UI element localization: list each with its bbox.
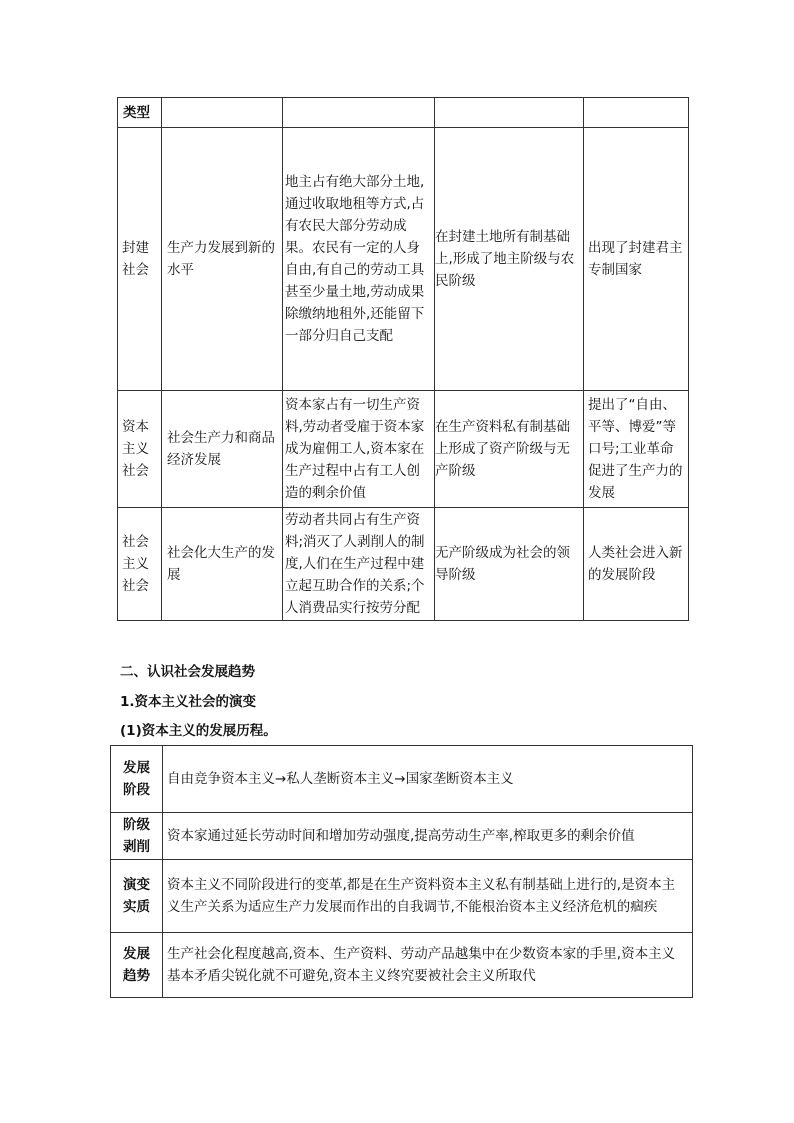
cause-text: 生产力发展到新的水平	[167, 240, 275, 278]
relations-text: 资本家占有一切生产资料,劳动者受雇于资本家成为雇佣工人,资本家在生产过程中占有工人创造的剩余价值	[285, 397, 425, 501]
table-row	[118, 508, 689, 621]
type-line: 社会	[122, 262, 149, 278]
row-label-cell	[111, 860, 163, 933]
row-type-cell	[118, 508, 162, 621]
table-row	[111, 933, 693, 998]
row-classes-cell	[435, 508, 584, 621]
row-value-cell: 自由竞争资本主义→私人垄断资本主义→国家垄断资本主义	[163, 746, 693, 813]
classes-text: 无产阶级成为社会的领导阶级	[435, 545, 570, 583]
row-notes-cell	[584, 391, 689, 508]
table-row	[118, 128, 689, 391]
row-classes-cell	[435, 391, 584, 508]
notes-text: 提出了“自由、平等、博爱”等口号;工业革命促进了生产力的发展	[588, 397, 683, 501]
label-line: 发展	[123, 760, 150, 776]
label-line: 实质	[123, 899, 150, 915]
section-subtitle: 1.资本主义社会的演变	[120, 694, 257, 710]
type-line: 主义	[122, 441, 149, 457]
notes-text: 出现了封建君主专制国家	[588, 240, 683, 278]
table-header-row	[118, 98, 689, 128]
row-value-cell: 资本家通过延长劳动时间和增加劳动强度,提高劳动生产率,榨取更多的剩余价值	[163, 813, 693, 860]
label-line: 阶段	[123, 782, 150, 798]
header-cell-empty	[283, 98, 435, 128]
label-line: 发展	[123, 946, 150, 962]
notes-text: 人类社会进入新的发展阶段	[588, 545, 683, 583]
relations-text: 地主占有绝大部分土地,通过收取地租等方式,占有农民大部分劳动成果。农民有一定的人身自由,有自己的劳动工具甚至少量土地,劳动成果除缴纳地租外,还能留下一部分归自己支配	[285, 174, 425, 344]
type-line: 社会	[122, 463, 149, 479]
type-line: 封建	[122, 240, 149, 256]
row-value-cell: 生产社会化程度越高,资本、生产资料、劳动产品越集中在少数资本家的手里,资本主义基本矛盾尖锐化就不可避免,资本主义终究要被社会主义所取代	[163, 933, 693, 998]
social-forms-table	[117, 97, 689, 621]
row-value-cell: 资本主义不同阶段进行的变革,都是在生产资料资本主义私有制基础上进行的,是资本主义生产关系为适应生产力发展而作出的自我调节,不能根治资本主义经济危机的痼疾	[163, 860, 693, 933]
table-row	[118, 391, 689, 508]
row-label-cell	[111, 813, 163, 860]
row-notes-cell	[584, 508, 689, 621]
classes-text: 在封建土地所有制基础上,形成了地主阶级与农民阶级	[435, 229, 575, 289]
label-line: 阶级	[123, 817, 150, 833]
row-relations-cell	[283, 508, 435, 621]
type-line: 主义	[122, 556, 149, 572]
row-type-cell	[118, 391, 162, 508]
header-cell-type: 类型	[118, 98, 162, 128]
header-cell-empty	[162, 98, 283, 128]
row-cause-cell	[162, 508, 283, 621]
capitalism-development-table	[110, 745, 693, 998]
table-row	[111, 860, 693, 933]
table-row	[111, 813, 693, 860]
label-line: 趋势	[123, 968, 150, 984]
header-cell-empty	[584, 98, 689, 128]
type-line: 社会	[122, 534, 149, 550]
relations-text: 劳动者共同占有生产资料;消灭了人剥削人的制度,人们在生产过程中建立起互助合作的关系;个人消费品实行按劳分配	[285, 512, 425, 616]
header-cell-empty	[435, 98, 584, 128]
type-line: 资本	[122, 419, 149, 435]
row-relations-cell	[283, 391, 435, 508]
cause-text: 社会生产力和商品经济发展	[167, 430, 275, 468]
row-notes-cell	[584, 128, 689, 391]
row-relations-cell	[283, 128, 435, 391]
section-subsubtitle: (1)资本主义的发展历程。	[120, 723, 277, 739]
classes-text: 在生产资料私有制基础上形成了资产阶级与无产阶级	[435, 419, 570, 479]
table-row	[111, 746, 693, 813]
row-classes-cell	[435, 128, 584, 391]
row-cause-cell	[162, 391, 283, 508]
row-label-cell	[111, 933, 163, 998]
type-line: 社会	[122, 578, 149, 594]
row-label-cell	[111, 746, 163, 813]
row-cause-cell	[162, 128, 283, 391]
cause-text: 社会化大生产的发展	[167, 545, 275, 583]
label-line: 剥削	[123, 839, 150, 855]
label-line: 演变	[123, 877, 150, 893]
section-title: 二、认识社会发展趋势	[120, 664, 255, 680]
row-type-cell	[118, 128, 162, 391]
